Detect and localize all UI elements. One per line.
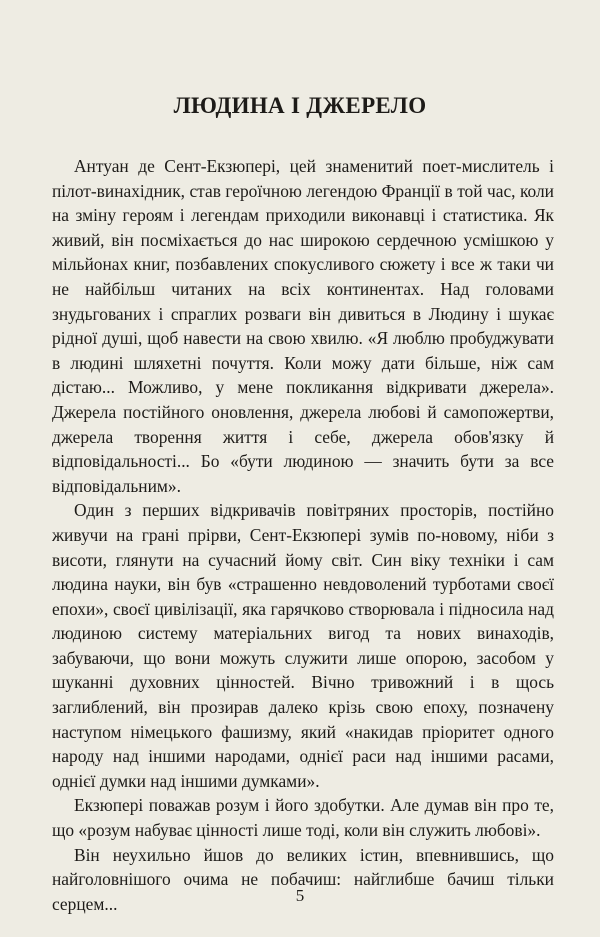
chapter-title: ЛЮДИНА І ДЖЕРЕЛО (173, 93, 427, 118)
page-number: 5 (295, 886, 305, 905)
paragraph: Він неухильно йшов до великих істин, впевнившись, що найголовнішого очима не побачиш: найглибше бачиш тільки серцем... (52, 844, 554, 914)
paragraph: Один з перших відкривачів повітряних просторів, постійно живучи на грані прірви, Сент-Екзюпері зумів по-новому, ніби з висоти, глянути на сучасний йому світ. Син віку техніки і сам людина науки, він був «страшенно невдоволений турботами своєї епохи», своєї цивілізації, яка гарячково створювала і підносила над людиною систему матеріальних вигод та нових винаходів, забуваючи, що вони можуть служити лише опорою, засобом у шуканні духовних цінностей. Вічно тривожний і в щось заглиблений, він прозирав далеко крізь свою епоху, позначену наступом німецького фашизму, який «накидав пріоритет одного народу над іншими народами, однієї раси над іншими расами, однієї думки над іншими думками». (52, 500, 554, 791)
paragraph: Антуан де Сент-Екзюпері, цей знаменитий поет-мислитель і пілот-винахідник, став героїчною легендою Франції в той час, коли на зміну героям і легендам приходили виконавці і статистика. Як живий, він посміхається до нас широкою сердечною усмішкою у мільйонах книг, позбавлених спокусливого сюжету і все ж таки чи не найбільш читаних на всіх континентах. Над головами знудьгованих і спраглих розваги він дивиться в Людину і шукає рідної душі, щоб навести на свою хвилю. «Я люблю пробуджувати в людині шляхетні почуття. Коли можу дати більше, ніж сам дістаю... Можливо, у мене покликання відкривати джерела». Джерела постійного оновлення, джерела любові й самопожертви, джерела творення життя і себе, джерела обов'язку й відповідальності... Бо «бути людиною — значить бути за все відповідальним». (52, 156, 554, 496)
page-body (52, 154, 554, 916)
paragraph: Екзюпері поважав розум і його здобутки. Але думав він про те, що «розум набуває цінності лише тоді, коли він служить любові». (52, 795, 554, 841)
